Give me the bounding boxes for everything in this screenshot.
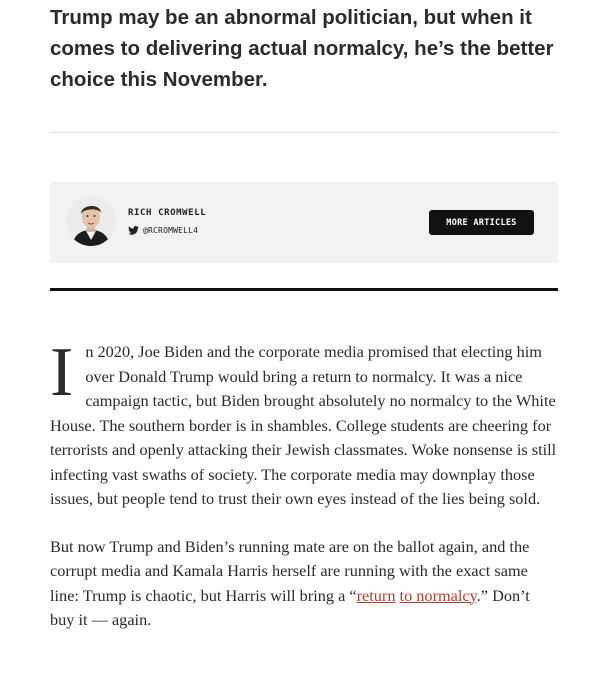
article-subtitle: Trump may be an abnormal politician, but when it comes to delivering actual normalcy, he’s the better choice this November.: [50, 6, 554, 91]
paragraph-1: [50, 334, 558, 512]
return-link[interactable]: return: [356, 585, 396, 605]
author-avatar[interactable]: [66, 196, 116, 246]
twitter-icon: [128, 226, 139, 235]
divider-thin: [50, 132, 558, 133]
more-articles-button[interactable]: MORE ARTICLES: [429, 210, 534, 235]
paragraph-2-text-after: .” Don’t buy it — again.: [50, 585, 530, 629]
to-normalcy-link[interactable]: to normalcy: [399, 585, 477, 605]
paragraph-2-text-before: But now Trump and Biden’s running mate are on the ballot again, and the corrupt media and Kamala Harris herself are running with the exact same line: Trump is chaotic, but Harris will bring a “: [50, 536, 530, 605]
author-handle: @RCROMWELL4: [143, 226, 199, 235]
divider-thick: [50, 288, 558, 291]
author-name[interactable]: RICH CROMWELL: [128, 208, 207, 218]
paragraph-1-text: n 2020, Joe Biden and the corporate media promised that electing him over Donald Trump would bring a return to normalcy. It was a nice campaign tactic, but Biden brought absolutely no normalcy to the White House. The southern border is in shambles. College students are cheering for terrorists and openly attacking their Jewish classmates. Woke nonsense is still infecting vast swaths of society. The corporate media may downplay those issues, but people tend to trust their own eyes instead of the lies being sold.: [50, 342, 557, 508]
article-body: [50, 334, 558, 656]
paragraph-2: [50, 535, 558, 633]
drop-cap: I: [50, 334, 74, 411]
author-twitter-link[interactable]: [128, 226, 198, 235]
author-box: [50, 182, 558, 263]
